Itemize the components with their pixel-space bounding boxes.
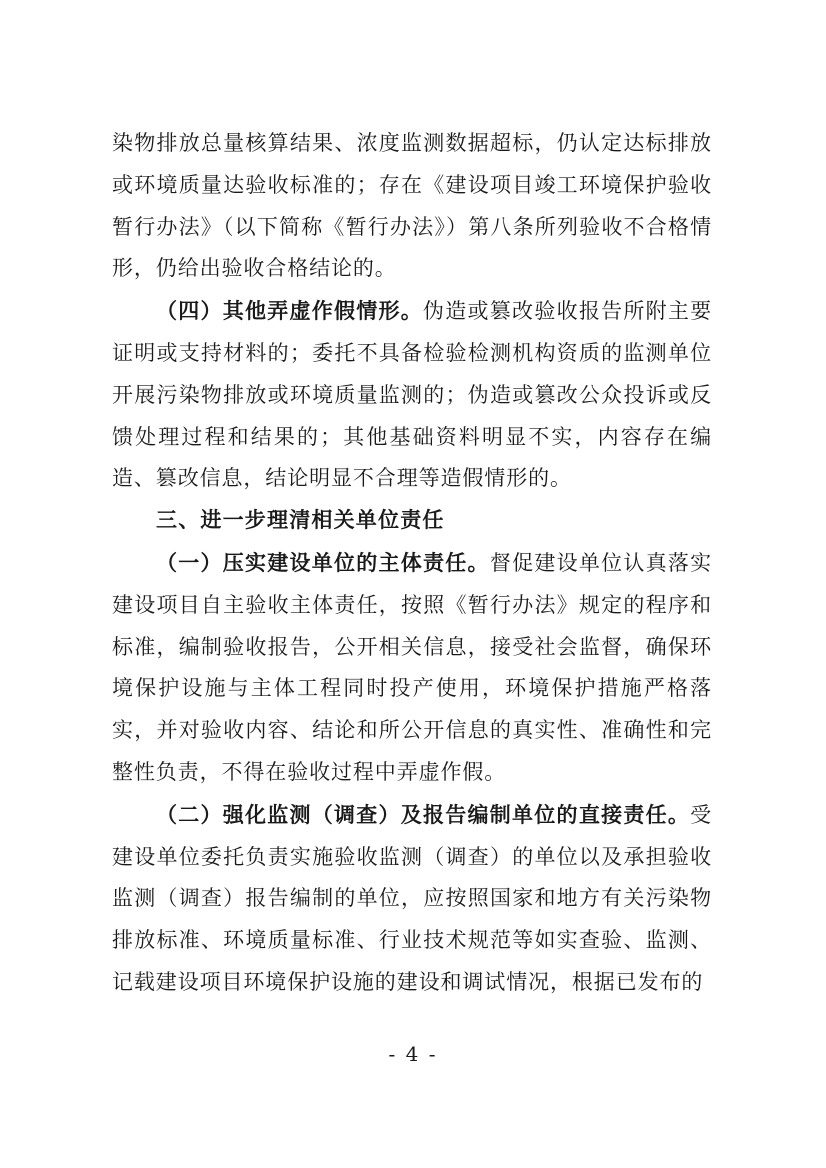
page-number: - 4 - — [388, 1042, 438, 1066]
section-4-title: （四）其他弄虚作假情形。 — [156, 298, 424, 324]
body-text — [112, 123, 712, 1004]
paragraph-subsection-2 — [112, 794, 712, 1004]
paragraph-section-4 — [112, 290, 712, 500]
subsection-2-body: 受建设单位委托负责实施验收监测（调查）的单位以及承担验收监测（调查）报告编制的单位，应按照国家和地方有关污染物排放标准、环境质量标准、行业技术规范等如实查验、监测、记载建设项目环境保护设施的建设和调试情况，根据已发布的 — [112, 802, 712, 994]
subsection-1-title: （一）压实建设单位的主体责任。 — [156, 549, 490, 575]
subsection-2-title: （二）强化监测（调查）及报告编制单位的直接责任。 — [156, 801, 691, 827]
section-4-body: 伪造或篡改验收报告所附主要证明或支持材料的；委托不具备检验检测机构资质的监测单位开展污染物排放或环境质量监测的；伪造或篡改公众投诉或反馈处理过程和结果的；其他基础资料明显不实，内容存在编造、篡改信息，结论明显不合理等造假情形的。 — [112, 299, 712, 491]
paragraph-continuation: 染物排放总量核算结果、浓度监测数据超标，仍认定达标排放或环境质量达验收标准的；存在《建设项目竣工环境保护验收暂行办法》（以下简称《暂行办法》）第八条所列验收不合格情形，仍给出验收合格结论的。 — [112, 131, 712, 281]
subsection-1-body: 督促建设单位认真落实建设项目自主验收主体责任，按照《暂行办法》规定的程序和标准，编制验收报告，公开相关信息，接受社会监督，确保环境保护设施与主体工程同时投产使用，环境保护措施严格落实，并对验收内容、结论和所公开信息的真实性、准确性和完整性负责，不得在验收过程中弄虚作假。 — [112, 550, 712, 784]
chapter-heading: 三、进一步理清相关单位责任 — [156, 508, 445, 533]
paragraph-subsection-1 — [112, 542, 712, 794]
